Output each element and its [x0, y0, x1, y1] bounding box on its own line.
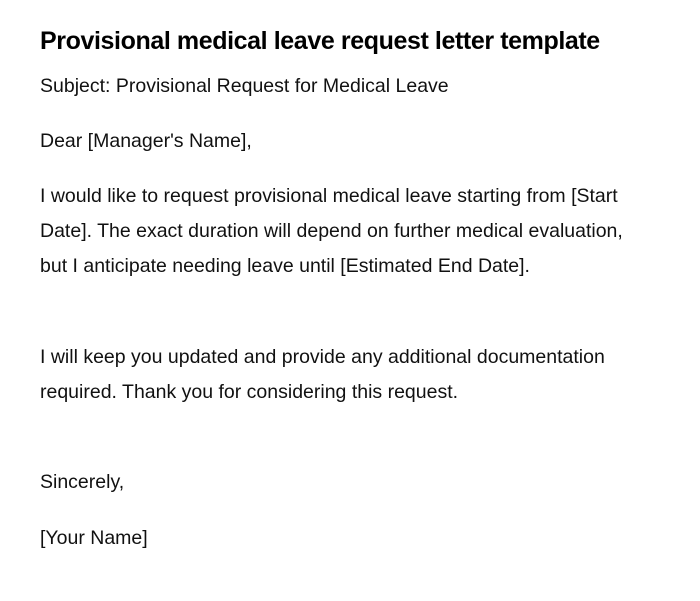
- document-title: Provisional medical leave request letter template: [40, 27, 600, 55]
- salutation: Dear [Manager's Name],: [40, 130, 252, 152]
- body-paragraph-2: I will keep you updated and provide any additional documentation required. Thank you for considering this request.: [40, 346, 605, 403]
- body-paragraph-1: I would like to request provisional medical leave starting from [Start Date]. The exact duration will depend on further medical evaluation, but I anticipate needing leave until [Estimated End Date].: [40, 185, 623, 277]
- closing: Sincerely,: [40, 471, 125, 493]
- subject-line: Subject: Provisional Request for Medical Leave: [40, 75, 449, 97]
- signature: [Your Name]: [40, 527, 148, 549]
